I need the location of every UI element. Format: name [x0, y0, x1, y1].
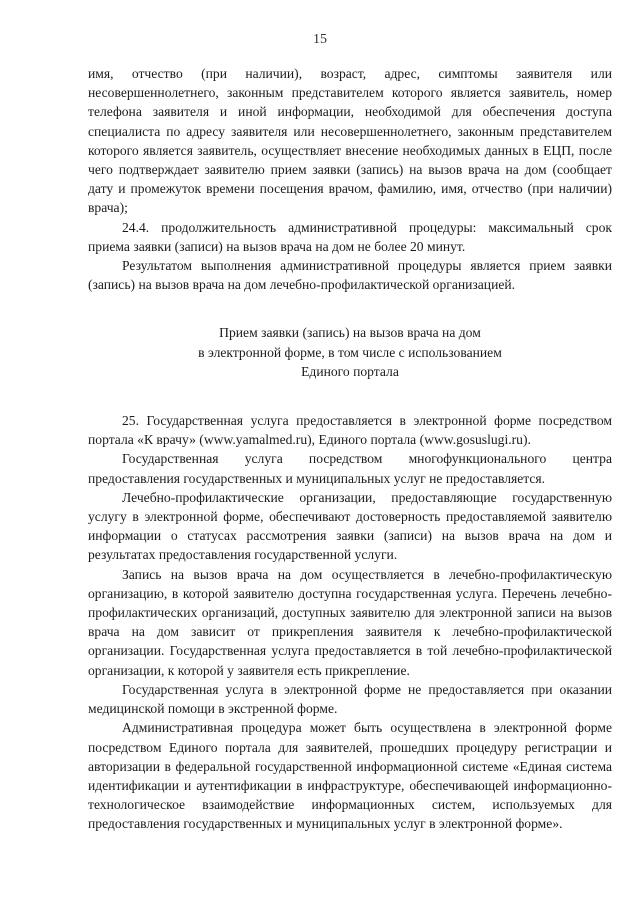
paragraph: Государственная услуга в электронной форме не предоставляется при оказании медицинской помощи в экстренной форме.: [88, 681, 612, 717]
paragraph: имя, отчество (при наличии), возраст, адрес, симптомы заявителя или несовершеннолетнего, законным представителем которого является заявитель, номер телефона заявителя и иной информации, необходимой для обеспечения доступа специалиста по адресу заявителя или несовершеннолетнего, законным представителем которого является заявитель, осуществляет внесение необходимых данных в ЕЦП, после чего подтверждает заявителю прием заявки (запись) на вызов врача на дом (сообщает дату и промежуток времени посещения врачом, фамилию, имя, отчество (при наличии) врача);: [88, 66, 612, 216]
document-body: [88, 64, 612, 834]
paragraph: Государственная услуга посредством многофункционального центра предоставления государственных и муниципальных услуг не предоставляется.: [88, 451, 612, 486]
paragraph: 24.4. продолжительность административной процедуры: максимальный срок приема заявки (записи) на вызов врача на дом не более 20 минут.: [88, 219, 612, 254]
paragraph: 25. Государственная услуга предоставляется в электронной форме посредством портала «К врачу» (www.yamalmed.ru), Единого портала (www.gosuslugi.ru).: [88, 413, 612, 448]
paragraph: Лечебно-профилактические организации, предоставляющие государственную услугу в электронной форме, обеспечивают достоверность предоставляемой заявителю информации о статусах рассмотрения заявки (записи) на вызов врача на дом и результатах предоставления государственной услуги.: [88, 489, 612, 563]
section-heading-line: Единого портала: [301, 363, 399, 379]
section-heading-line: Прием заявки (запись) на вызов врача на дом: [219, 325, 481, 341]
section-heading: [88, 323, 612, 381]
section-heading-line: в электронной форме, в том числе с использованием: [198, 344, 502, 360]
paragraph: Результатом выполнения административной процедуры является прием заявки (запись) на вызов врача на дом лечебно-профилактической организацией.: [88, 258, 612, 293]
page-number: 15: [313, 32, 327, 47]
paragraph: Запись на вызов врача на дом осуществляется в лечебно-профилактическую организацию, в которой заявителю доступна государственная услуга. Перечень лечебно-профилактических организаций, доступных заявителю для электронной записи на вызов врача на дом зависит от прикрепления заявителя к лечебно-профилактической организации. Государственная услуга предоставляется в той лечебно-профилактической организации, к которой у заявителя есть прикрепление.: [88, 566, 612, 678]
paragraph: Административная процедура может быть осуществлена в электронной форме посредством Единого портала для заявителей, прошедших процедуру регистрации и авторизации в федеральной государственной информационной системе «Единая система идентификации и аутентификации в инфраструктуре, обеспечивающей информационно-технологическое взаимодействие информационных систем, используемых для предоставления государственных и муниципальных услуг в электронной форме».: [88, 720, 612, 832]
